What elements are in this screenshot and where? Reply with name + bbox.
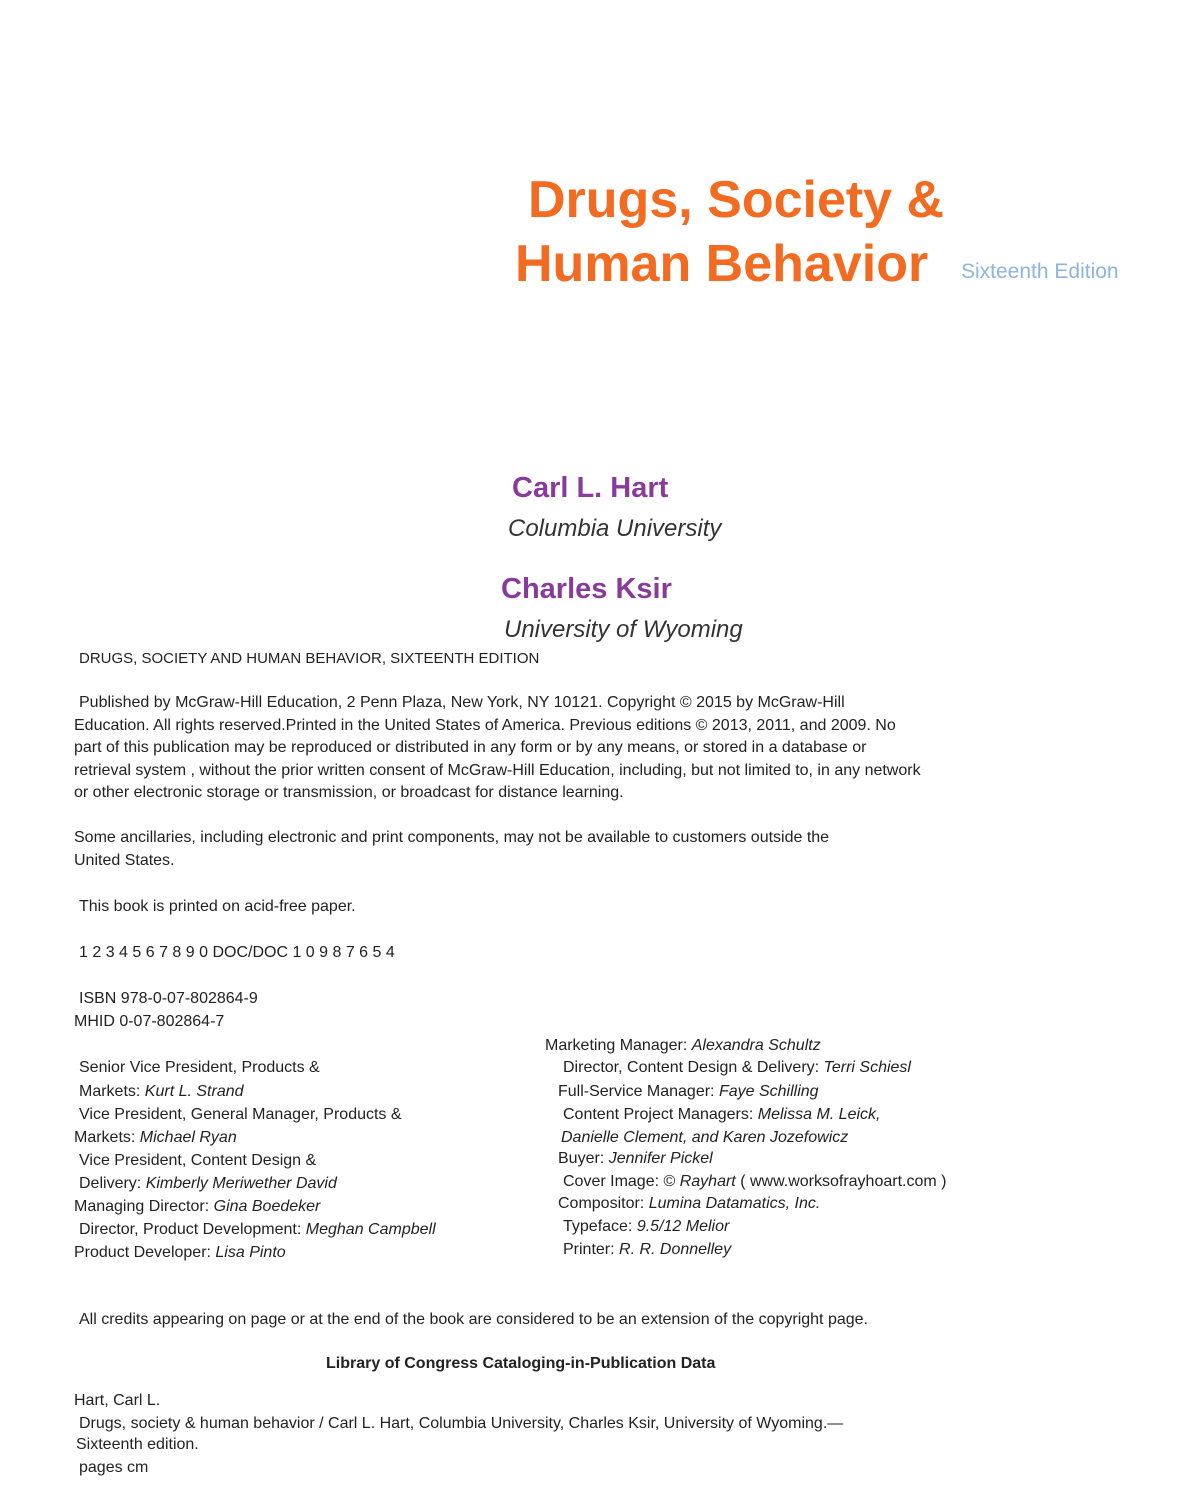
copyright-line: Education. All rights reserved.Printed in the United States of America. Previous editions © 2013, 2011, and 2009. No (74, 716, 896, 734)
cip-line: Drugs, society & human behavior / Carl L. Hart, Columbia University, Charles Ksir, University of Wyoming.— (79, 1415, 844, 1432)
book-title-line2: Human Behavior (515, 235, 929, 293)
credit-left: Markets: Kurt L. Strand (79, 1083, 244, 1100)
credit-right: Director, Content Design & Delivery: Terri Schiesl (563, 1059, 911, 1076)
credit-right: Danielle Clement, and Karen Jozefowicz (561, 1129, 849, 1146)
print-line: 1 2 3 4 5 6 7 8 9 0 DOC/DOC 1 0 9 8 7 6 5 4 (79, 944, 395, 961)
credit-right: Full-Service Manager: Faye Schilling (558, 1083, 819, 1100)
cip-line: Sixteenth edition. (76, 1436, 199, 1453)
mhid: MHID 0-07-802864-7 (74, 1013, 225, 1030)
copyright-paragraph (74, 692, 1054, 805)
copyright-line: or other electronic storage or transmission, or broadcast for distance learning. (74, 784, 624, 801)
ancillaries-line: United States. (74, 851, 175, 869)
credit-right: Typeface: 9.5/12 Melior (563, 1218, 730, 1235)
ancillaries-paragraph (74, 827, 1054, 872)
ancillaries-line: Some ancillaries, including electronic and print components, may not be available to customers outside the (74, 829, 830, 846)
isbn: ISBN 978-0-07-802864-9 (79, 990, 258, 1007)
credit-left: Markets: Michael Ryan (74, 1129, 237, 1146)
credit-right: Compositor: Lumina Datamatics, Inc. (558, 1195, 821, 1212)
cip-heading: Library of Congress Cataloging-in-Publication Data (326, 1355, 716, 1372)
credit-right: Cover Image: © Rayhart ( www.worksofrayhoart.com ) (563, 1173, 947, 1190)
author-affiliation-2: University of Wyoming (504, 616, 743, 643)
credits-extension-note: All credits appearing on page or at the end of the book are considered to be an extension of the copyright page. (79, 1311, 868, 1328)
credit-left: Director, Product Development: Meghan Campbell (79, 1221, 436, 1238)
credit-right: Buyer: Jennifer Pickel (558, 1150, 713, 1167)
credit-right: Content Project Managers: Melissa M. Leick, (563, 1106, 881, 1123)
copyright-line: retrieval system , without the prior written consent of McGraw-Hill Education, including, but not limited to, in any network (74, 761, 921, 779)
credit-right: Printer: R. R. Donnelley (563, 1241, 732, 1258)
credit-left: Vice President, Content Design & (79, 1152, 317, 1169)
credit-left: Delivery: Kimberly Meriwether David (79, 1175, 337, 1192)
copyright-line: Published by McGraw-Hill Education, 2 Penn Plaza, New York, NY 10121. Copyright © 2015 by McGraw-Hill (79, 694, 845, 711)
credit-left: Senior Vice President, Products & (79, 1059, 320, 1076)
book-title-line1: Drugs, Society & (528, 171, 945, 229)
author-name-2: Charles Ksir (501, 573, 672, 605)
credit-left: Managing Director: Gina Boedeker (74, 1198, 321, 1215)
credit-right: Marketing Manager: Alexandra Schultz (545, 1037, 821, 1054)
author-name-1: Carl L. Hart (512, 472, 669, 504)
copyright-heading: DRUGS, SOCIETY AND HUMAN BEHAVIOR, SIXTEENTH EDITION (79, 650, 540, 667)
copyright-line: part of this publication may be reproduced or distributed in any form or by any means, or stored in a database or (74, 739, 867, 756)
cip-line: Hart, Carl L. (74, 1392, 161, 1409)
credit-left: Vice President, General Manager, Products & (79, 1106, 402, 1123)
cip-line: pages cm (79, 1459, 149, 1476)
credit-left: Product Developer: Lisa Pinto (74, 1244, 286, 1261)
book-edition: Sixteenth Edition (961, 260, 1119, 283)
author-affiliation-1: Columbia University (508, 515, 722, 542)
acid-free-note: This book is printed on acid-free paper. (79, 898, 356, 915)
